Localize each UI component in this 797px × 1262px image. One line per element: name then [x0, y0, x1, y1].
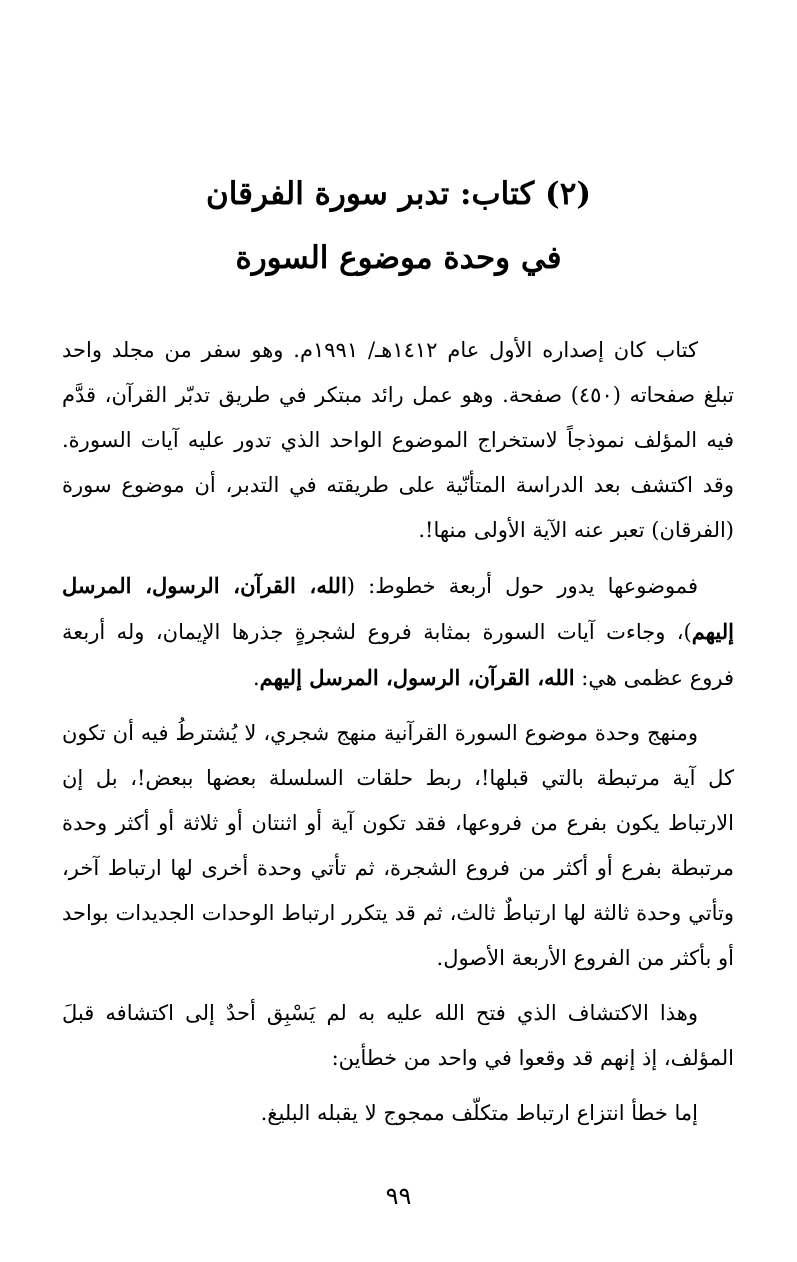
paragraph-themes — [62, 563, 734, 701]
page-number: ٩٩ — [385, 1182, 412, 1210]
paragraph-discovery: وهذا الاكتشاف الذي فتح الله عليه به لم يَسْبِق أحدٌ إلى اكتشافه قبلَ المؤلف، إذ إنهم قد وقعوا في واحد من خطأين: — [62, 1001, 734, 1070]
chapter-subtitle: في وحدة موضوع السورة — [235, 240, 562, 276]
themes-lead: فموضوعها يدور حول أربعة خطوط: ( — [346, 574, 698, 598]
branches-list: الله، القرآن، الرسول، المرسل إليهم — [259, 665, 575, 690]
body-text — [62, 328, 734, 1146]
paragraph-intro: كتاب كان إصداره الأول عام ١٤١٢هـ/ ١٩٩١م. وهو سفر من مجلد واحد تبلغ صفحاته (٤٥٠) صفحة. وهو عمل رائد مبتكر في طريق تدبّر القرآن، قدَّم فيه المؤلف نموذجاً لاستخراج الموضوع الواحد الذي تدور عليه آيات السورة. وقد اكتشف بعد الدراسة المتأنّية على طريقته في التدبر، أن موضوع سورة (الفرقان) تعبر عنه الآية الأولى منها!. — [62, 338, 734, 542]
themes-end: . — [252, 666, 260, 690]
themes-middle: )، وجاءت آيات السورة بمثابة فروع لشجرةٍ جذرها الإيمان، وله أربعة فروع عظمى هي: — [62, 620, 734, 690]
themes-list: الله، القرآن، الرسول، المرسل إليهم — [62, 573, 734, 644]
paragraph-method: ومنهج وحدة موضوع السورة القرآنية منهج شجري، لا يُشترطُ فيه أن تكون كل آية مرتبطة بالتي قبلها!، ربط حلقات السلسلة بعضها ببعض!، بل إن الارتباط يكون بفرع من فروعها، فقد تكون آية أو اثنتان أو ثلاثة أو أكثر وحدة مرتبطة بفرع أو أكثر من فروع الشجرة، ثم تأتي وحدة أخرى لها ارتباط آخر، وتأتي وحدة ثالثة لها ارتباطٌ ثالث، ثم قد يتكرر ارتباط الوحدات الجديدات بواحد أو بأكثر من الفروع الأربعة الأصول. — [62, 721, 734, 970]
paragraph-error-one: إما خطأ انتزاع ارتباط متكلّف ممجوج لا يقبله البليغ. — [260, 1101, 698, 1125]
chapter-title: (٢) كتاب: تدبر سورة الفرقان — [205, 176, 592, 212]
